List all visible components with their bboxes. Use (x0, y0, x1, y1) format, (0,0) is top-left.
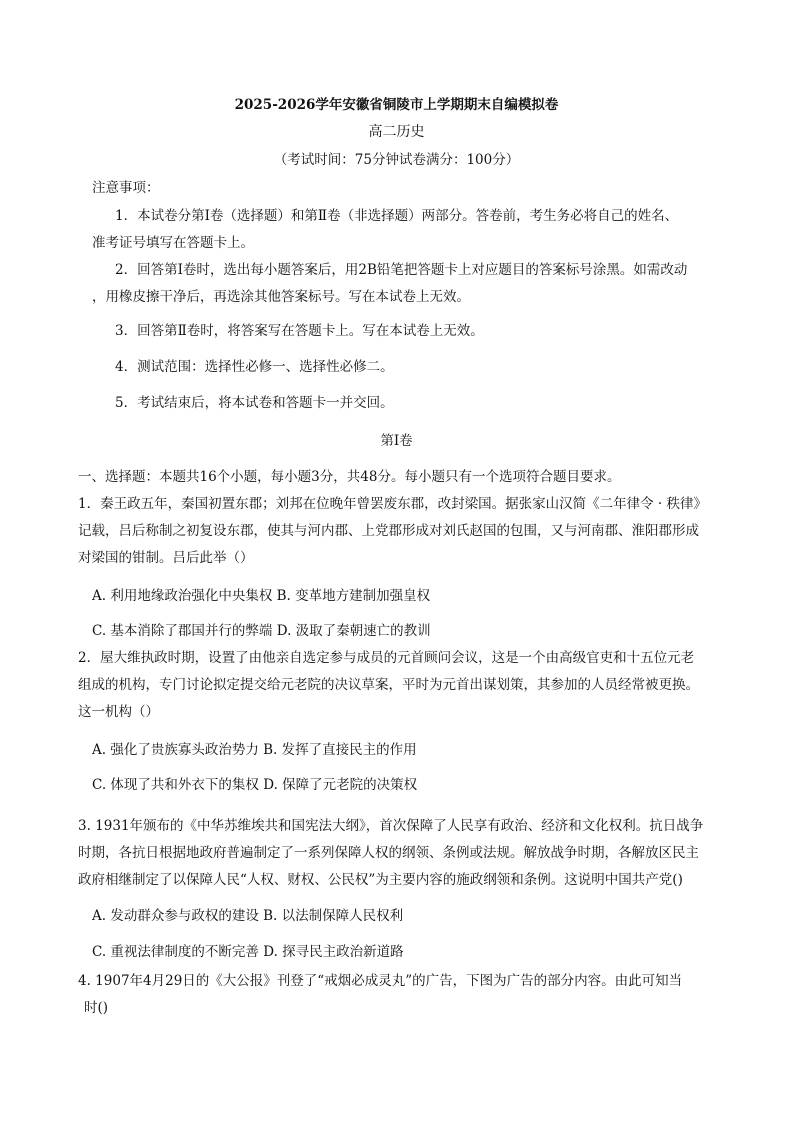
note-item-4: 4．测试范围：选择性必修一、选择性必修二。 (115, 359, 394, 375)
exam-title: 2025-2026学年安徽省铜陵市上学期期末自编模拟卷 (234, 97, 559, 113)
note-item-2-line2: ，用橡皮擦干净后，再选涂其他答案标号。写在本试卷上无效。 (92, 289, 470, 305)
question-2-line3: 这一机构（） (78, 704, 159, 720)
question-3-options-ab: A. 发动群众参与政权的建设 B. 以法制保障人民权利 (92, 908, 404, 924)
exam-info: （考试时间：75分钟试卷满分：100分） (273, 152, 520, 168)
exam-subject: 高二历史 (368, 124, 425, 140)
question-2-line1: 2．屋大维执政时期，设置了由他亲自选定参与成员的元首顾问会议，这是一个由高级官吏和十五位元老 (78, 650, 695, 666)
note-item-1-line1: 1．本试卷分第Ⅰ卷（选择题）和第Ⅱ卷（非选择题）两部分。答卷前，考生务必将自己的姓名、 (115, 208, 679, 224)
note-item-5: 5．考试结束后，将本试卷和答题卡一并交回。 (115, 395, 394, 411)
part1-heading: 第Ⅰ卷 (380, 433, 413, 449)
question-1-line1: 1．秦王政五年，秦国初置东郡；刘邦在位晚年曾罢废东郡，改封梁国。据张家山汉简《二年律令 · 秩律》 (78, 496, 707, 512)
question-4-line1: 4. 1907年4月29日的《大公报》刊登了“戒烟必成灵丸”的广告，下图为广告的部分内容。由此可知当 (78, 973, 683, 989)
question-2-line2: 组成的机构，专门讨论拟定提交给元老院的决议草案，平时为元首出谋划策，其参加的人员经常被更换。 (78, 677, 699, 693)
question-3-line1: 3. 1931年颁布的《中华苏维埃共和国宪法大纲》，首次保障了人民享有政治、经济和文化权利。抗日战争 (78, 818, 704, 834)
question-1-line2: 记载，吕后称制之初复设东郡，使其与河内郡、上党郡形成对刘氏赵国的包围，又与河南郡、淮阳郡形成 (78, 523, 699, 539)
note-item-1-line2: 准考证号填写在答题卡上。 (92, 235, 254, 251)
question-1-options-ab: A. 利用地缘政治强化中央集权 B. 变革地方建制加强皇权 (92, 588, 431, 604)
question-3-line3: 政府相继制定了以保障人民“人权、财权、公民权”为主要内容的施政纲领和条例。这说明中国共产党() (78, 872, 683, 888)
part1-instruction: 一、选择题：本题共16个小题，每小题3分，共48分。每小题只有一个选项符合题目要求。 (78, 469, 621, 485)
question-1-options-cd: C. 基本消除了郡国并行的弊端 D. 汲取了秦朝速亡的教训 (92, 623, 431, 639)
notes-heading: 注意事项： (92, 180, 160, 196)
note-item-2-line1: 2．回答第Ⅰ卷时，选出每小题答案后，用2B铅笔把答题卡上对应题目的答案标号涂黑。如需改动 (115, 262, 688, 278)
note-item-3: 3．回答第Ⅱ卷时，将答案写在答题卡上。写在本试卷上无效。 (115, 323, 484, 339)
question-3-line2: 时期，各抗日根据地政府普遍制定了一系列保障人权的纲领、条例或法规。解放战争时期，各解放区民主 (78, 845, 699, 861)
question-2-options-cd: C. 体现了共和外衣下的集权 D. 保障了元老院的决策权 (92, 777, 418, 793)
question-4-line2: 时() (84, 1000, 109, 1016)
question-3-options-cd: C. 重视法律制度的不断完善 D. 探寻民主政治新道路 (92, 944, 404, 960)
question-2-options-ab: A. 强化了贵族寡头政治势力 B. 发挥了直接民主的作用 (92, 742, 417, 758)
question-1-line3: 对梁国的钳制。吕后此举（） (78, 550, 254, 566)
